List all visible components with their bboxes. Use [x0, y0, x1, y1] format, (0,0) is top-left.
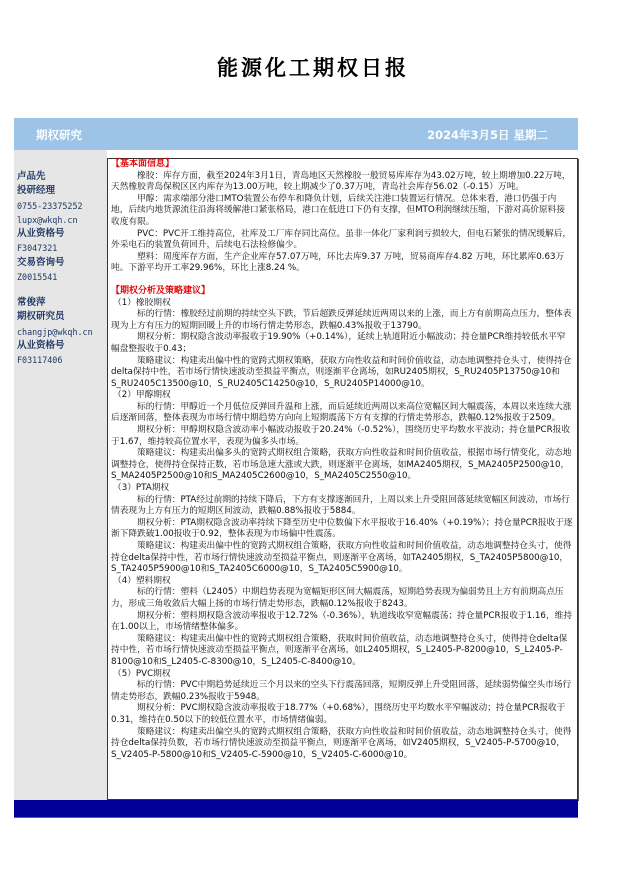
option-section	[111, 669, 573, 762]
basics-section	[111, 171, 573, 275]
report-body	[107, 158, 578, 800]
license-number: F03117406	[17, 355, 63, 366]
analysis-paragraph: 标的行情：PTA经过前期的持续下降后，下方有支撑逐渐回升，上周以来上升受阻回落延续宽幅区间波动，市场行情表现为上方有压力的短期区间波动，跌幅0.88%报收于5884。	[111, 494, 570, 517]
report-date: 2024年3月5日 星期二	[426, 128, 548, 142]
analysis-paragraph: 策略建议：构建卖出偏中性的宽跨式期权策略，获取方向性收益和时间价值收益，动态地调整持仓头寸，使得持仓delta保持中性，若市场行情快速波动至损益平衡点，则逐渐平仓离场，如RU2405期权，S_RU2405P13750@10和S_RU2405C13500@10，S_RU2405C14250@10，S_RU2405P14000@10。	[111, 355, 572, 389]
analyst-phone: 0755-23375252	[17, 200, 83, 211]
footer-bar	[14, 800, 578, 818]
analyst-card	[17, 296, 93, 367]
license-label: 从业资格号	[17, 228, 65, 240]
analysis-paragraph: 策略建议：构建卖出偏空头的宽跨式期权组合策略，获取方向性收益和时间价值收益，动态地调整持仓头寸，使得持仓delta保持负数，若市场行情快速波动至损益平衡点，则逐渐平仓离场，如V2405期权，S_V2405-P-5700@10，S_V2405-P-5800@10和S_V2405-C-5900@10，S_V2405-C-6000@10。	[111, 726, 572, 760]
header-bar	[14, 118, 578, 150]
analysis-paragraph: 期权分析：PVC期权隐含波动率报收于18.77%（+0.68%），围绕历史平均数水平窄幅波动；持仓量PCR报收于0.31，维持在0.50以下的较低位置水平，市场情绪偏弱。	[111, 703, 566, 725]
analyst-role: 投研经理	[17, 185, 56, 197]
analysis-paragraph: 标的行情：PVC中期趋势延续近三个月以来的空头下行震荡回落，短期反弹上升受阻回落，延续弱势偏空头市场行情走势形态，跌幅0.23%报收于5948。	[111, 680, 572, 702]
analyst-name: 卢品先	[17, 171, 46, 182]
analysis-paragraph: 期权分析：塑料期权隐含波动率报收于12.72%（-0.36%），轨道线收窄宽幅震荡；持仓量PCR报收于1.16，维持在1.00以上，市场情绪整体偏多。	[111, 610, 573, 633]
license-label: 从业资格号	[17, 339, 65, 351]
basics-paragraph: 橡胶：库存方面，截至2024年3月1日，青岛地区天然橡胶一般贸易库库存为43.02万吨，较上期增加0.22万吨，天然橡胶青岛保税区区内库存为13.00万吨，较上期减少了0.37万吨，青岛社会库存56.02（-0.15）万吨。	[111, 170, 571, 193]
analysis-section	[111, 298, 573, 762]
license-number: F3047321	[17, 243, 58, 254]
report-title: 能源化工期权日报	[217, 55, 409, 80]
consult-number: Z0015541	[17, 272, 58, 283]
analysis-paragraph: 期权分析：PTA期权隐含波动率持续下降至历史中位数偏下水平报收于16.40%（+0.19%）；持仓量PCR报收于逐渐下降跌破1.00报收于0.92，整体表现为市场偏中性震荡。	[111, 517, 573, 540]
analysis-paragraph: 标的行情：橡胶经过前期的持续空头下跌，节后超跌反弹延续近两周以来的上涨，而上方有前期高点压力，整体表现为上方有压力的短期回暖上升的市场行情走势形态，跌幅0.43%报收于13790。	[111, 309, 572, 331]
analyst-email[interactable]: changjp@wkqh.cn	[17, 326, 93, 337]
analysis-paragraph: 策略建议：构建卖出偏中性的宽跨式期权组合策略，获取时间价值收益，动态地调整持仓头寸，使得持仓delta保持中性，若市场行情快速波动至损益平衡点，则逐渐平仓离场，如L2405期权，S_L2405-P-8200@10，S_L2405-P-8100@10和S_L2405-C-8300@10，S_L2405-C-8400@10。	[111, 633, 568, 667]
analyst-name: 常俊萍	[17, 297, 46, 308]
option-section	[111, 390, 573, 483]
analysis-paragraph: 期权分析：期权隐含波动率报收于19.90%（+0.14%），延续上轨道附近小幅波动；持仓量PCR维持较低水平窄幅盘整报收于0.43；	[111, 332, 566, 354]
basics-heading: 【基本面信息】	[111, 159, 175, 169]
analysis-paragraph: 标的行情：甲醇近一个月低位反弹回升温和上涨，而后延续近两周以来高位宽幅区间大幅震荡，本周以来连续大涨后逐渐回落，整体表现为市场行情中期趋势方向向上短期震荡下方有支撑的行情走势形态，跌幅0.12%报收于2509。	[111, 401, 572, 424]
basics-paragraph: 塑料：周度库存方面，生产企业库存57.07万吨，环比去库9.37 万吨，贸易商库存4.82 万吨，环比累库0.63万吨。下游平均开工率29.96%，环比上涨8.24 %。	[111, 251, 565, 274]
analyst-sidebar	[14, 150, 107, 800]
analysis-paragraph: 标的行情：塑料（L2405）中期趋势表现为宽幅矩形区间大幅震荡，短期趋势表现为偏弱势且上方有前期高点压力，形成三角收敛后大幅上扬的市场行情走势形态，跌幅0.12%报收于8243。	[111, 587, 564, 609]
option-section	[111, 483, 573, 576]
analysis-paragraph: 策略建议：构建卖出偏中性的宽跨式期权组合策略，获取方向性收益和时间价值收益，动态地调整持仓头寸，使得持仓delta保持中性，若市场行情快速波动至损益平衡点，则逐渐平仓离场，如TA2405期权，S_TA2405P5800@10，S_TA2405P5900@10和S_TA2405C6000@10，S_TA2405C5900@10。	[111, 541, 572, 575]
report-content	[108, 159, 577, 761]
analysis-heading: 【期权分析及策略建议】	[111, 285, 211, 296]
option-section	[111, 298, 573, 391]
option-section-title: （5）PVC期权	[113, 668, 171, 679]
analyst-card	[17, 170, 83, 284]
option-section	[111, 576, 573, 669]
option-section-title: （3）PTA期权	[113, 483, 170, 494]
basics-paragraph: PVC：PVC开工维持高位，社库及工厂库存同比高位。虽非一体化厂家利润亏损较大，但电石紧张的情况缓解后，外采电石的装置负荷回升，后续电石法检修偏少。	[111, 228, 572, 251]
section-label: 期权研究	[36, 128, 82, 142]
option-section-title: （1）橡胶期权	[113, 297, 171, 308]
consult-label: 交易咨询号	[17, 256, 65, 268]
analyst-email[interactable]: lupx@wkqh.cn	[17, 214, 78, 225]
option-section-title: （2）甲醇期权	[113, 390, 171, 401]
option-section-title: （4）塑料期权	[113, 575, 171, 586]
basics-paragraph: 甲醇：需求端部分港口MTO装置公布停车和降负计划，后续关注港口装置运行情况。总体来看，港口仍强于内地，后续内地货源流往沿海将缓解港口紧张格局，港口在低进口下仍有支撑，但MTO利润继续压缩，下游对高价原料接收度有限。	[111, 193, 566, 227]
analysis-paragraph: 策略建议：构建卖出偏多头的宽跨式期权组合策略，获取方向性收益和时间价值收益，根据市场行情变化，动态地调整持仓，使得持仓保持正数，若市场急速大涨或大跌，则逐渐平仓离场，如MA2405期权，S_MA2405P2500@10，S_MA2405P2500@10和S_MA2405C2600@10，S_MA2405C2550@10。	[111, 448, 572, 482]
analysis-paragraph: 期权分析：甲醇期权隐含波动率小幅波动报收于20.24%（-0.52%），围绕历史平均数水平波动；持仓量PCR报收于1.67，维持较高位置水平，表现为偏多头市场。	[111, 425, 571, 447]
analyst-role: 期权研究员	[17, 311, 65, 323]
